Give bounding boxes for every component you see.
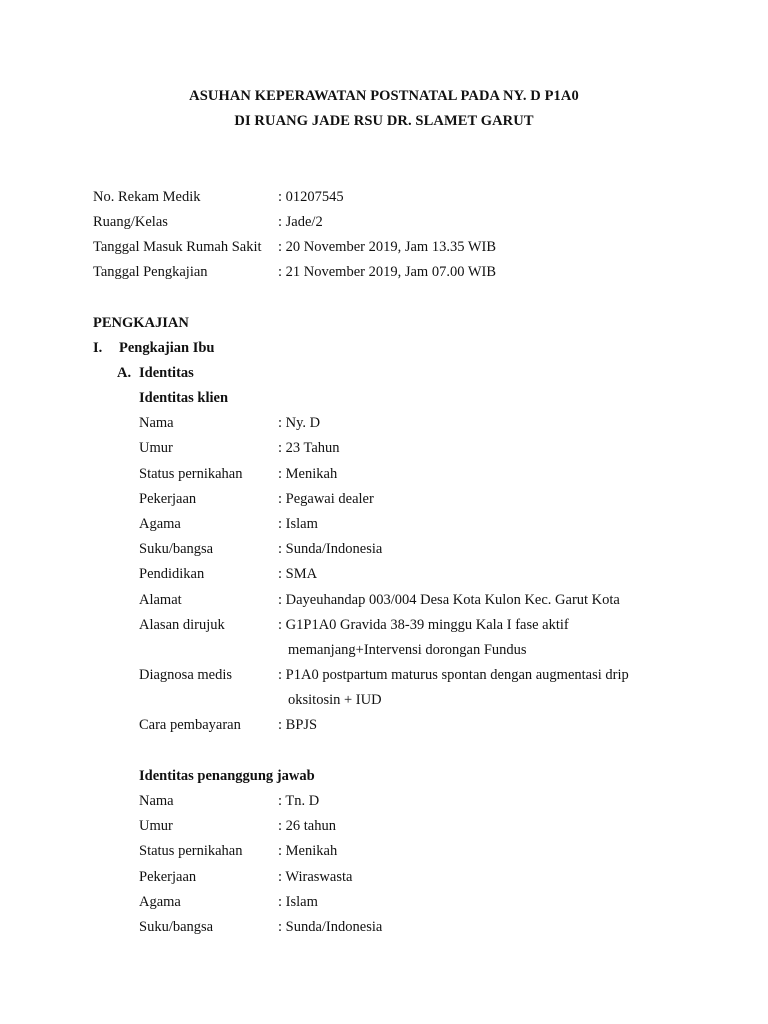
client-label: Pendidikan [139, 566, 205, 582]
section-i-title: Pengkajian Ibu [119, 340, 215, 356]
client-value: : Sunda/Indonesia [278, 541, 383, 557]
record-label: No. Rekam Medik [93, 189, 201, 205]
client-label: Agama [139, 516, 181, 532]
client-label: Alamat [139, 592, 182, 608]
guardian-label: Suku/bangsa [139, 919, 214, 935]
section-a-title: Identitas [139, 365, 194, 381]
client-value: : G1P1A0 Gravida 38-39 minggu Kala I fase aktif [278, 617, 569, 633]
guardian-label: Agama [139, 894, 181, 910]
client-value-continuation: memanjang+Intervensi dorongan Fundus [288, 642, 527, 658]
record-label: Ruang/Kelas [93, 214, 168, 230]
guardian-value: : Islam [278, 894, 318, 910]
client-value: : Menikah [278, 466, 338, 482]
record-value: : Jade/2 [278, 214, 323, 230]
record-label: Tanggal Pengkajian [93, 264, 208, 280]
client-label: Diagnosa medis [139, 667, 233, 683]
guardian-label: Nama [139, 793, 174, 809]
client-label: Nama [139, 415, 174, 431]
client-value: : Dayeuhandap 003/004 Desa Kota Kulon Kec. Garut Kota [278, 592, 620, 608]
section-a-letter: A. [117, 365, 132, 381]
client-label: Cara pembayaran [139, 717, 241, 733]
guardian-value: : 26 tahun [278, 818, 336, 834]
guardian-label: Status pernikahan [139, 843, 243, 859]
guardian-value: : Tn. D [278, 793, 320, 809]
document-title-line2: DI RUANG JADE RSU DR. SLAMET GARUT [234, 113, 534, 129]
client-value: : SMA [278, 566, 318, 582]
guardian-value: : Sunda/Indonesia [278, 919, 383, 935]
section-heading-pengkajian: PENGKAJIAN [93, 315, 189, 331]
client-value: : Islam [278, 516, 318, 532]
record-value: : 20 November 2019, Jam 13.35 WIB [278, 239, 497, 255]
record-value: : 01207545 [278, 189, 344, 205]
guardian-label: Umur [139, 818, 173, 834]
client-value: : BPJS [278, 717, 318, 733]
client-label: Suku/bangsa [139, 541, 214, 557]
client-value: : Ny. D [278, 415, 321, 431]
client-heading: Identitas klien [139, 390, 229, 406]
client-label: Status pernikahan [139, 466, 243, 482]
guardian-value: : Wiraswasta [278, 869, 353, 885]
client-label: Alasan dirujuk [139, 617, 225, 633]
record-label: Tanggal Masuk Rumah Sakit [93, 239, 262, 255]
document-title-line1: ASUHAN KEPERAWATAN POSTNATAL PADA NY. D P1A0 [189, 88, 579, 104]
record-value: : 21 November 2019, Jam 07.00 WIB [278, 264, 497, 280]
guardian-value: : Menikah [278, 843, 338, 859]
client-value-continuation: oksitosin + IUD [288, 692, 382, 708]
client-label: Pekerjaan [139, 491, 197, 507]
section-i-number: I. [93, 340, 103, 356]
client-value: : Pegawai dealer [278, 491, 374, 507]
guardian-heading: Identitas penanggung jawab [139, 768, 315, 784]
client-value: : P1A0 postpartum maturus spontan dengan augmentasi drip [278, 667, 629, 683]
client-label: Umur [139, 440, 173, 456]
guardian-label: Pekerjaan [139, 869, 197, 885]
client-value: : 23 Tahun [278, 440, 340, 456]
